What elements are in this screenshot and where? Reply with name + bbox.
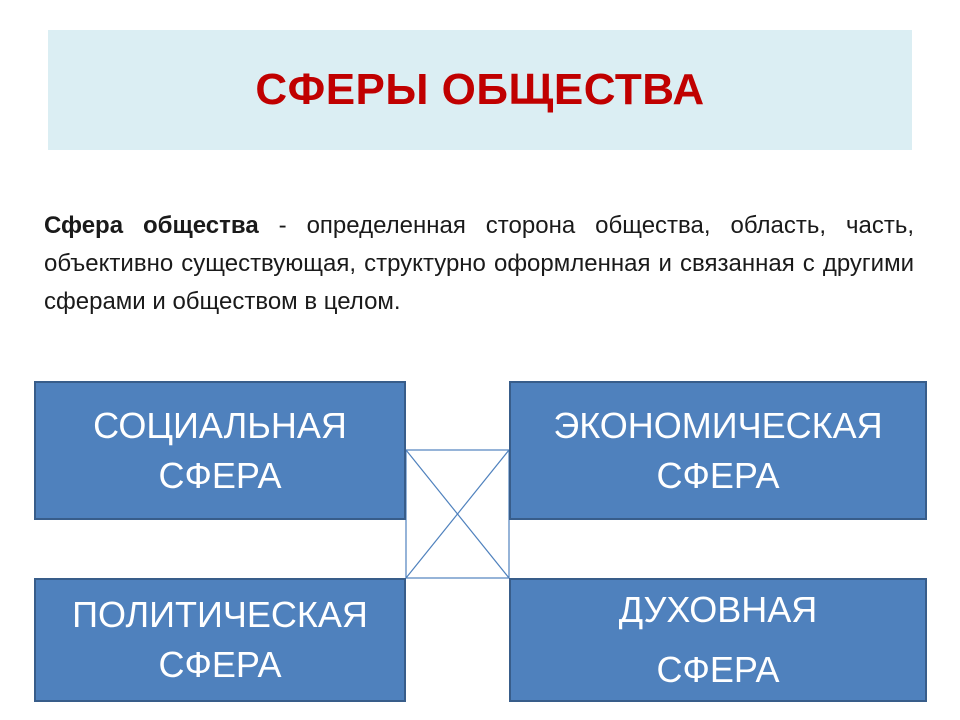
sphere-spiritual-line1: ДУХОВНАЯ bbox=[618, 589, 818, 630]
sphere-spiritual bbox=[509, 578, 927, 702]
definition-term: Сфера общества bbox=[44, 212, 259, 239]
sphere-political-line2: СФЕРА bbox=[158, 644, 282, 685]
sphere-economic-line2: СФЕРА bbox=[656, 454, 780, 496]
slide-title: СФЕРЫ ОБЩЕСТВА bbox=[255, 65, 705, 114]
sphere-political bbox=[34, 578, 406, 702]
title-banner bbox=[48, 30, 912, 150]
sphere-social-line1: СОЦИАЛЬНАЯ bbox=[93, 404, 347, 446]
sphere-social bbox=[34, 381, 406, 520]
connector-diagonal-1 bbox=[406, 450, 509, 578]
connector-frame bbox=[406, 450, 509, 578]
sphere-social-line2: СФЕРА bbox=[158, 454, 282, 496]
sphere-economic bbox=[509, 381, 927, 520]
definition-text: - определенная сторона общества, область, часть, объективно существующая, структурно оформленная и связанная с другими сферами и обществом в целом. bbox=[44, 212, 915, 315]
sphere-spiritual-line2: СФЕРА bbox=[656, 649, 780, 690]
connector-diagonal-2 bbox=[406, 450, 509, 578]
sphere-economic-line1: ЭКОНОМИЧЕСКАЯ bbox=[553, 404, 883, 446]
definition-paragraph bbox=[44, 207, 914, 321]
sphere-political-line1: ПОЛИТИЧЕСКАЯ bbox=[72, 594, 368, 635]
